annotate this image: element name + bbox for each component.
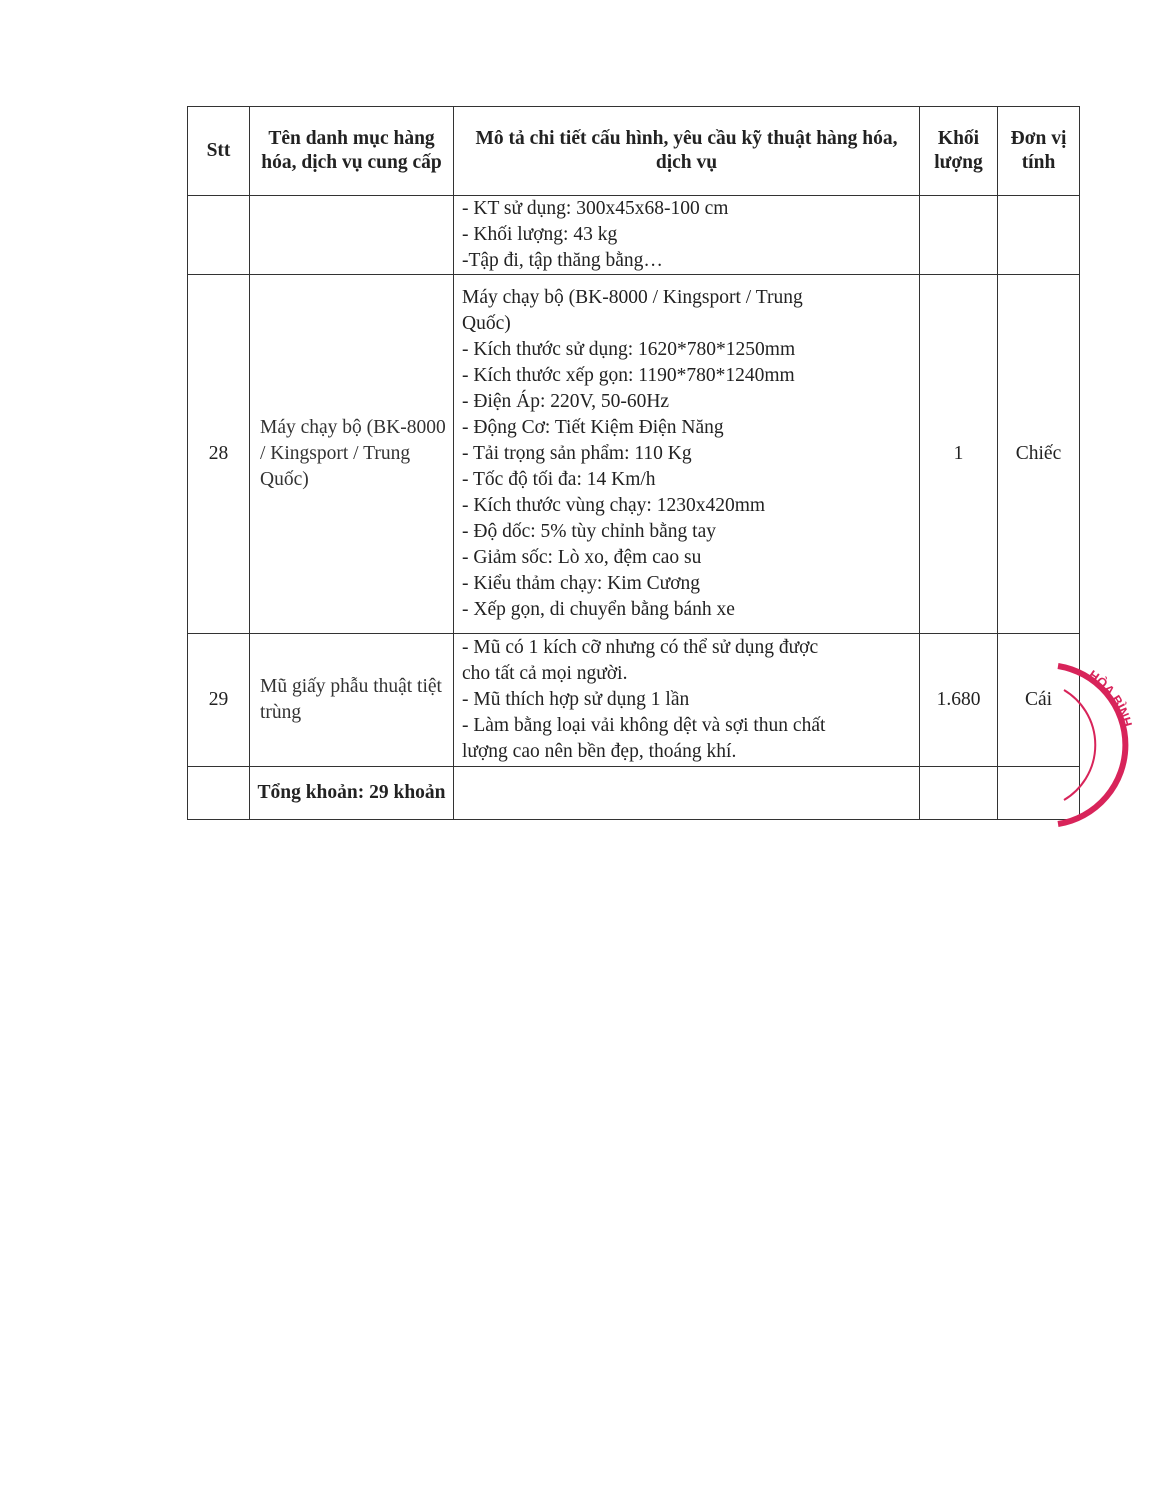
desc-line: - Kích thước xếp gọn: 1190*780*1240mm xyxy=(462,365,795,386)
table-row xyxy=(188,196,1080,275)
row-quantity: 1.680 xyxy=(920,634,998,767)
table-row xyxy=(188,275,1080,634)
header-stt: Stt xyxy=(188,107,250,196)
row-description xyxy=(454,196,920,275)
total-row xyxy=(188,767,1080,820)
row-stt: 29 xyxy=(188,634,250,767)
row-stt xyxy=(188,196,250,275)
total-label: Tổng khoản: 29 khoản xyxy=(250,767,454,820)
total-empty-cell xyxy=(454,767,920,820)
row-description xyxy=(454,634,920,767)
row-quantity: 1 xyxy=(920,275,998,634)
desc-line: - Động Cơ: Tiết Kiệm Điện Năng xyxy=(462,417,724,438)
desc-line: - Độ dốc: 5% tùy chỉnh bằng tay xyxy=(462,521,716,542)
total-empty-cell xyxy=(188,767,250,820)
desc-line: - Điện Áp: 220V, 50-60Hz xyxy=(462,391,670,412)
row-quantity xyxy=(920,196,998,275)
desc-line: - Kiểu thảm chạy: Kim Cương xyxy=(462,573,701,594)
header-unit: Đơn vị tính xyxy=(998,107,1080,196)
desc-line: - Mũ có 1 kích cỡ nhưng có thể sử dụng được xyxy=(462,637,819,658)
desc-line: - Xếp gọn, di chuyển bằng bánh xe xyxy=(462,599,735,620)
desc-line: -Tập đi, tập thăng bằng… xyxy=(462,250,663,271)
desc-line: - Tải trọng sản phẩm: 110 Kg xyxy=(462,443,692,464)
svg-text:HÒA BÌNH xyxy=(1086,667,1135,729)
row-item-name: Máy chạy bộ (BK-8000 / Kingsport / Trung Quốc) xyxy=(250,275,454,634)
row-unit xyxy=(998,196,1080,275)
desc-line: Máy chạy bộ (BK-8000 / Kingsport / Trung xyxy=(462,287,803,308)
goods-table xyxy=(187,106,1080,820)
table-row xyxy=(188,634,1080,767)
header-description: Mô tả chi tiết cấu hình, yêu cầu kỹ thuật hàng hóa, dịch vụ xyxy=(454,107,920,196)
header-item-name: Tên danh mục hàng hóa, dịch vụ cung cấp xyxy=(250,107,454,196)
row-unit: Cái xyxy=(998,634,1080,767)
desc-line: - Khối lượng: 43 kg xyxy=(462,224,618,245)
desc-line: - Kích thước vùng chạy: 1230x420mm xyxy=(462,495,766,516)
row-stt: 28 xyxy=(188,275,250,634)
desc-line: - KT sử dụng: 300x45x68-100 cm xyxy=(462,198,729,219)
desc-line: Quốc) xyxy=(462,313,511,334)
row-description xyxy=(454,275,920,634)
desc-line: - Kích thước sử dụng: 1620*780*1250mm xyxy=(462,339,796,360)
table-header-row xyxy=(188,107,1080,196)
header-quantity: Khối lượng xyxy=(920,107,998,196)
desc-line: - Tốc độ tối đa: 14 Km/h xyxy=(462,469,656,490)
desc-line: lượng cao nên bền đẹp, thoáng khí. xyxy=(462,741,737,762)
total-empty-cell xyxy=(920,767,998,820)
red-seal-stamp xyxy=(1040,660,1160,830)
row-item-name: Mũ giấy phẫu thuật tiệt trùng xyxy=(250,634,454,767)
desc-line: - Làm bằng loại vải không dệt và sợi thun chất xyxy=(462,715,826,736)
desc-line: - Mũ thích hợp sử dụng 1 lần xyxy=(462,689,690,710)
row-item-name xyxy=(250,196,454,275)
row-unit: Chiếc xyxy=(998,275,1080,634)
desc-line: cho tất cả mọi người. xyxy=(462,663,628,684)
stamp-text: HÒA BÌNH xyxy=(1085,667,1136,729)
desc-line: - Giảm sốc: Lò xo, đệm cao su xyxy=(462,547,702,568)
